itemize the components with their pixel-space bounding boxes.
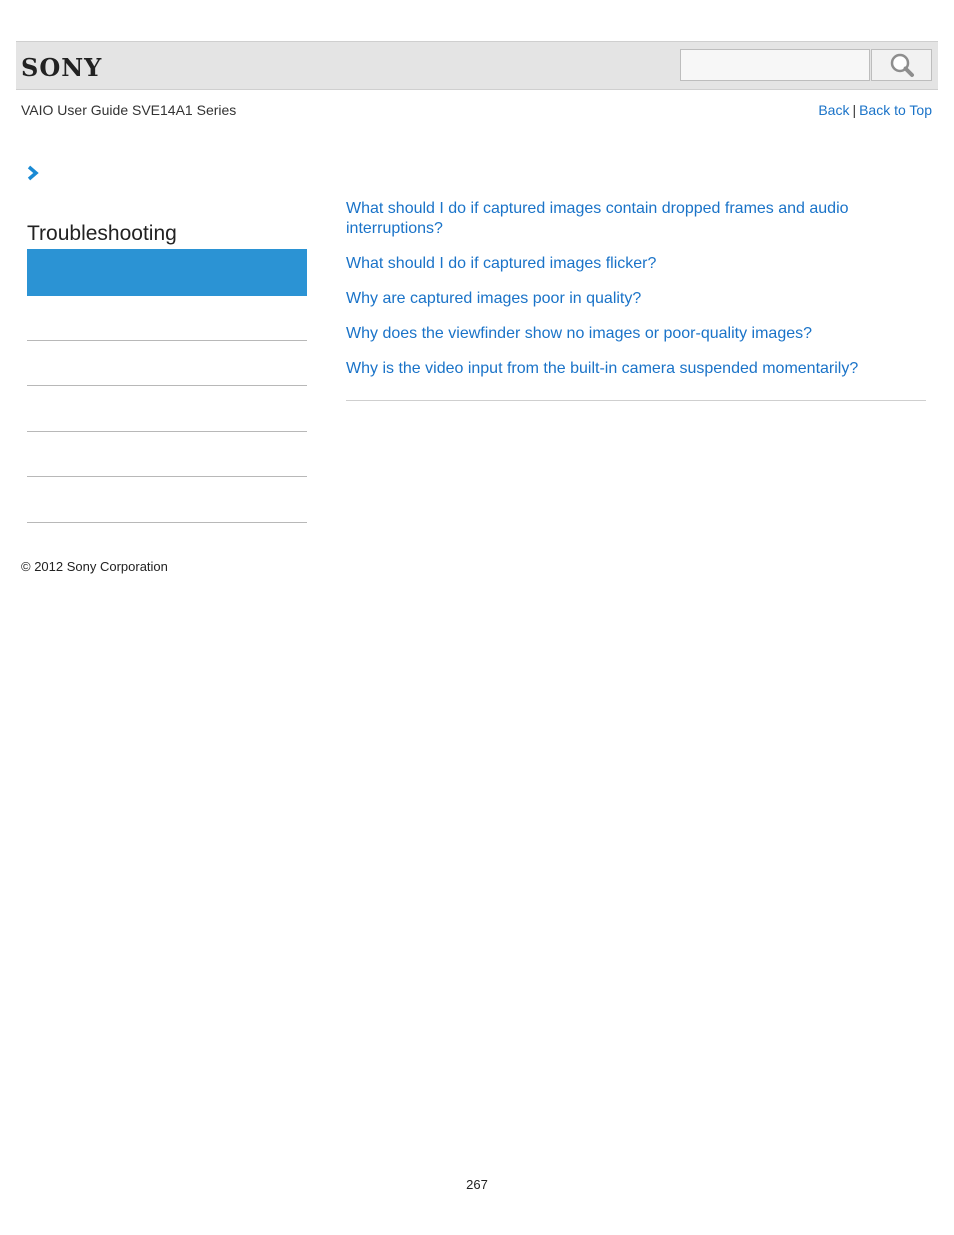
sony-logo: SONY [21,53,103,82]
header-bar [16,41,938,90]
sidebar-item[interactable] [27,342,307,386]
back-link[interactable]: Back [818,102,850,118]
topic-link-list [346,199,926,394]
magnifier-icon [889,52,915,78]
search-button[interactable] [871,49,932,81]
topic-link-video-suspended[interactable]: Why is the video input from the built-in camera suspended momentarily? [346,360,859,377]
copyright: © 2012 Sony Corporation [21,559,168,574]
topic-link-dropped-frames[interactable]: What should I do if captured images contain dropped frames and audio interruptions? [346,200,849,237]
breadcrumb[interactable] [26,165,40,186]
sidebar-item-active[interactable] [27,249,307,296]
sidebar-heading: Troubleshooting [27,222,177,245]
topic-link-poor-quality[interactable]: Why are captured images poor in quality? [346,290,642,307]
content-divider [346,400,926,401]
chevron-right-icon [26,165,40,181]
topic-link-viewfinder[interactable]: Why does the viewfinder show no images or poor-quality images? [346,325,813,342]
search-input[interactable] [680,49,870,81]
link-separator: | [852,102,857,118]
sidebar-item[interactable] [27,479,307,523]
guide-title: VAIO User Guide SVE14A1 Series [21,102,237,118]
back-to-top-link[interactable]: Back to Top [859,102,932,118]
topic-link-flicker[interactable]: What should I do if captured images flicker? [346,255,657,272]
top-nav-links [818,102,932,118]
sidebar-item[interactable] [27,388,307,432]
page-number: 267 [466,1177,488,1192]
sidebar-item[interactable] [27,297,307,341]
sidebar-item[interactable] [27,433,307,477]
